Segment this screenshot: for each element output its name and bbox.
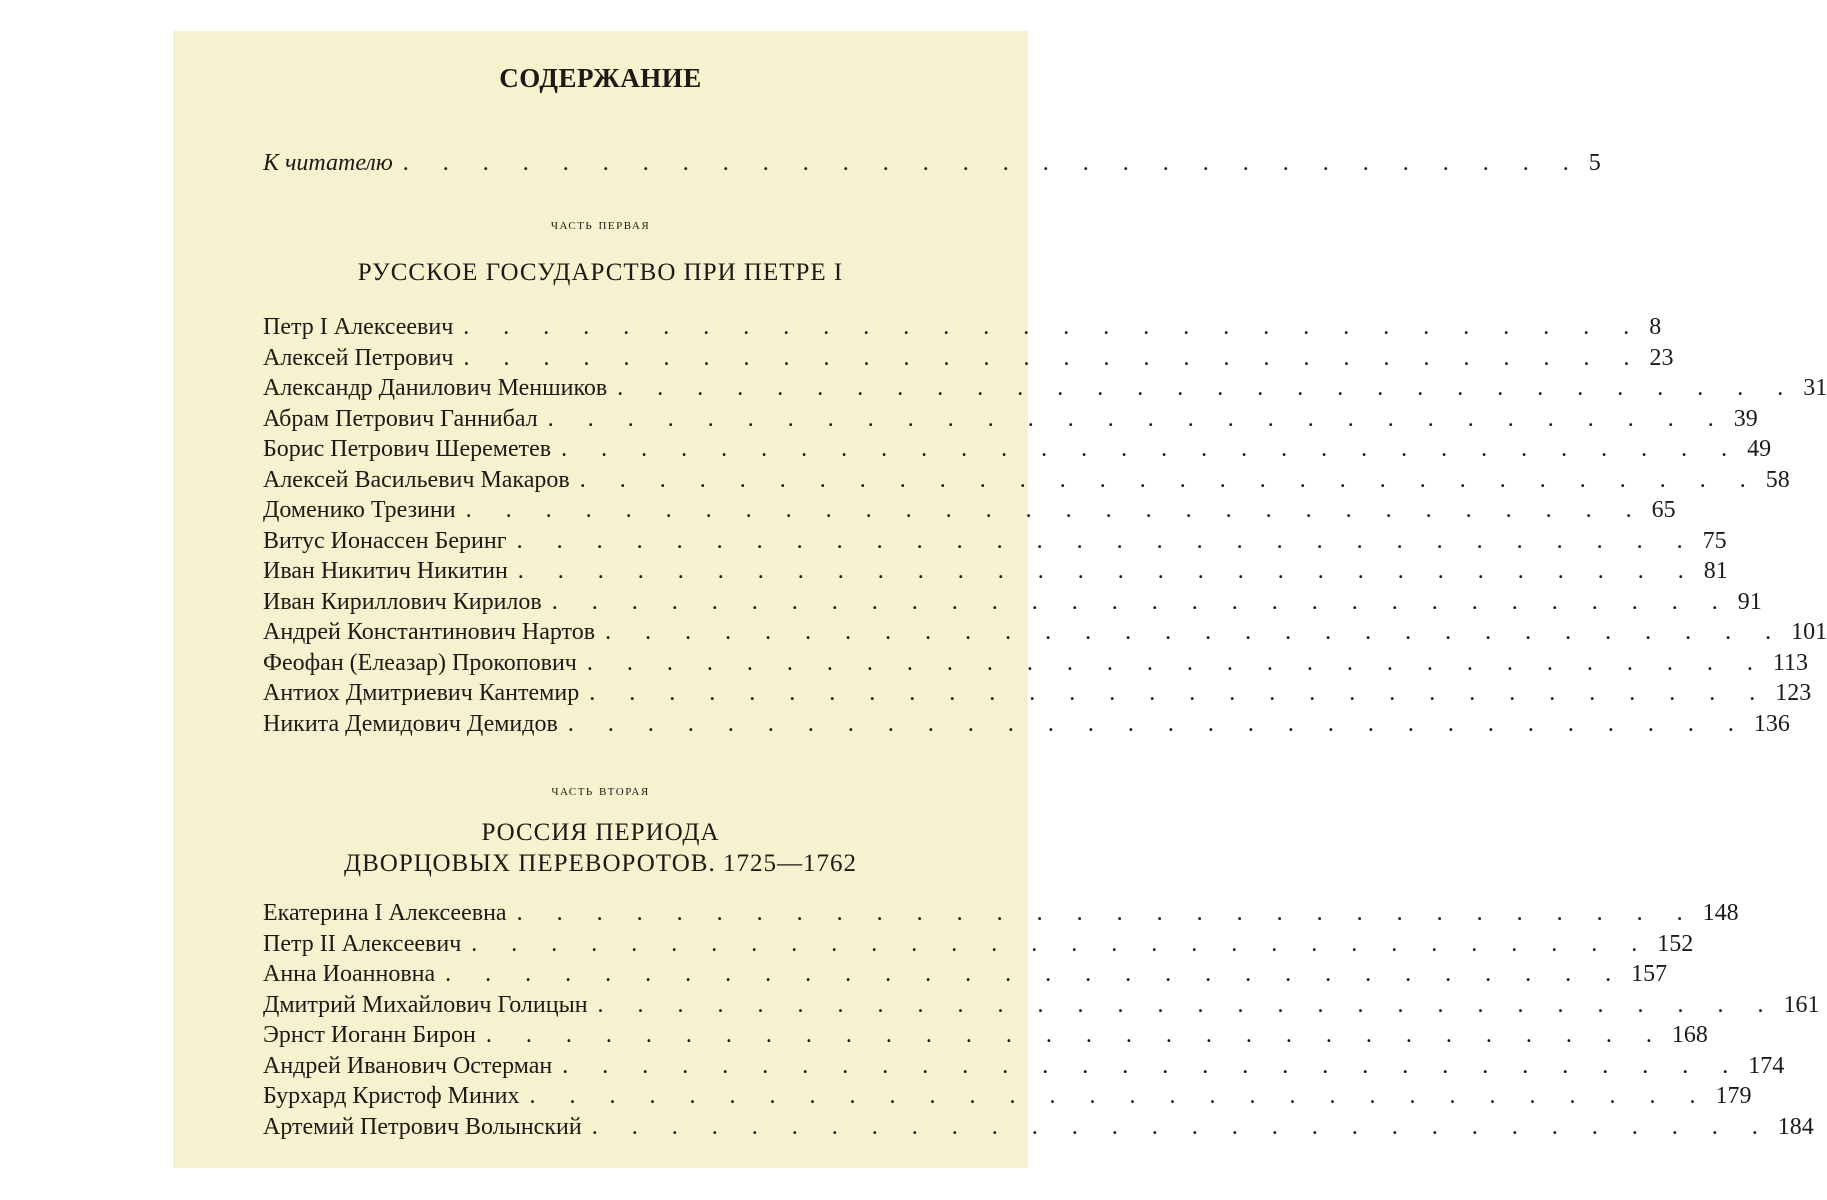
part-two-title-line1: РОССИЯ ПЕРИОДА (481, 819, 720, 846)
toc-entry-page: 101 (1791, 619, 1827, 645)
toc-entry-name: Андрей Константинович Нартов (263, 619, 596, 645)
toc-entry-name: Витус Ионассен Беринг (263, 527, 507, 554)
dot-leader: . . . . . . . . . . . . . . . . . . . . . . . . . . . . . . (586, 649, 1767, 676)
toc-entry (263, 1051, 1785, 1081)
toc-entry (263, 556, 1728, 586)
dot-leader: . . . . . . . . . . . . . . . . . . . . . . . . . . . . . . (517, 558, 1698, 584)
part-one-label: часть первая (550, 217, 651, 233)
toc-entry-name: Феофан (Елеазар) Прокопович (263, 649, 577, 676)
dot-leader: . . . . . . . . . . . . . . . . . . . . . . . . . . . . . . (516, 900, 1697, 926)
toc-entry-page: 31 (1803, 375, 1827, 401)
toc-entry-name: Иван Никитич Никитин (263, 558, 508, 584)
toc-entry-page: 174 (1748, 1052, 1785, 1079)
part-one-title: РУССКОЕ ГОСУДАРСТВО ПРИ ПЕТРЕ I (357, 259, 844, 286)
dot-leader: . . . . . . . . . . . . . . . . . . . . . . . . . . . . . . (463, 344, 1644, 371)
toc-entry (263, 898, 1739, 928)
toc-entry-page: 113 (1772, 649, 1808, 676)
toc-entry (263, 1081, 1752, 1111)
toc-entry-name: Анна Иоанновна (263, 961, 436, 987)
dot-leader: . . . . . . . . . . . . . . . . . . . . . . . . . . . . . . (561, 436, 1742, 462)
book-page (173, 31, 1827, 1168)
toc-entry-name: Александр Данилович Меншиков (263, 375, 608, 401)
page-title: СОДЕРЖАНИЕ (499, 63, 702, 93)
toc-entry-page: 65 (1651, 497, 1676, 523)
toc-entry (263, 373, 1827, 403)
toc-entry (263, 495, 1676, 525)
toc-entry-page: 123 (1775, 680, 1812, 706)
toc-entry-name: Антиох Дмитриевич Кантемир (263, 680, 580, 706)
toc-entry-page: 5 (1588, 150, 1601, 176)
toc-entry (263, 465, 1790, 495)
toc-entry-page: 23 (1649, 344, 1674, 371)
toc-entry-name: Андрей Иванович Остерман (263, 1052, 553, 1079)
toc-entry-name: Борис Петрович Шереметев (263, 436, 552, 462)
toc-entry-page: 157 (1631, 961, 1668, 987)
toc-entry-name: Артемий Петрович Волынский (263, 1113, 582, 1140)
toc-entry-intro (263, 148, 1601, 178)
toc-entry (263, 959, 1668, 989)
toc-entry (263, 929, 1694, 959)
toc-entry (263, 678, 1812, 708)
toc-entry (263, 1020, 1708, 1050)
toc-entry-name: Алексей Васильевич Макаров (263, 466, 570, 493)
toc-entry-page: 58 (1765, 466, 1790, 493)
part-two-title-line2: ДВОРЦОВЫХ ПЕРЕВОРОТОВ. 1725—1762 (344, 850, 857, 877)
toc-entry-page: 179 (1715, 1083, 1752, 1109)
toc-entry-page: 152 (1657, 930, 1694, 957)
toc-entry (263, 990, 1820, 1020)
toc-entry (263, 312, 1662, 342)
toc-entry-name: Иван Кириллович Кирилов (263, 588, 542, 615)
dot-leader: . . . . . . . . . . . . . . . . . . . . . . . . . . . . . . (605, 619, 1786, 645)
toc-entry-page: 39 (1733, 405, 1758, 432)
toc-entry (263, 617, 1827, 647)
toc-entry (263, 648, 1808, 678)
toc-entry-page: 148 (1702, 900, 1739, 926)
toc-entry (263, 343, 1674, 373)
dot-leader: . . . . . . . . . . . . . . . . . . . . . . . . . . . . . . (551, 588, 1732, 615)
toc-entry (263, 587, 1762, 617)
dot-leader: . . . . . . . . . . . . . . . . . . . . . . . . . . . . . . (597, 991, 1778, 1018)
toc-entry-page: 81 (1703, 558, 1728, 584)
toc-entry-name: Петр I Алексеевич (263, 314, 454, 340)
dot-leader: . . . . . . . . . . . . . . . . . . . . . . . . . . . . . . (445, 961, 1626, 987)
toc-entry-page: 49 (1747, 436, 1772, 462)
dot-leader: . . . . . . . . . . . . . . . . . . . . . . . . . . . . . . (579, 466, 1760, 493)
toc-entry-name: Доменико Трезини (263, 497, 456, 523)
toc-entry-name: К читателю (263, 150, 393, 176)
dot-leader: . . . . . . . . . . . . . . . . . . . . . . . . . . . . . . (516, 527, 1697, 554)
toc-entry-page: 168 (1671, 1022, 1708, 1048)
toc-entry-name: Абрам Петрович Ганнибал (263, 405, 538, 432)
toc-entry (263, 1112, 1814, 1142)
dot-leader: . . . . . . . . . . . . . . . . . . . . . . . . . . . . . . (529, 1083, 1710, 1109)
toc-entry-name: Никита Демидович Демидов (263, 710, 558, 737)
toc-entry-name: Эрнст Иоганн Бирон (263, 1022, 476, 1048)
dot-leader: . . . . . . . . . . . . . . . . . . . . . . . . . . . . . . (562, 1052, 1743, 1079)
toc-entry-page: 161 (1783, 991, 1820, 1018)
dot-leader: . . . . . . . . . . . . . . . . . . . . . . . . . . . . . . (617, 375, 1798, 401)
dot-leader: . . . . . . . . . . . . . . . . . . . . . . . . . . . . . . (591, 1113, 1772, 1140)
toc-entry (263, 709, 1790, 739)
toc-entry-page: 184 (1777, 1113, 1814, 1140)
toc-entry-page: 91 (1737, 588, 1762, 615)
toc-entry-page: 75 (1702, 527, 1727, 554)
toc-entry-page: 136 (1753, 710, 1790, 737)
dot-leader: . . . . . . . . . . . . . . . . . . . . . . . . . . . . . . (465, 497, 1646, 523)
dot-leader: . . . . . . . . . . . . . . . . . . . . . . . . . . . . . . (567, 710, 1748, 737)
toc-entry-name: Петр II Алексеевич (263, 930, 462, 957)
dot-leader: . . . . . . . . . . . . . . . . . . . . . . . . . . . . . . (402, 150, 1583, 176)
dot-leader: . . . . . . . . . . . . . . . . . . . . . . . . . . . . . . (547, 405, 1728, 432)
toc-entry-page: 8 (1649, 314, 1662, 340)
toc-entry-name: Бурхард Кристоф Миних (263, 1083, 520, 1109)
toc-entry-name: Екатерина I Алексеевна (263, 900, 507, 926)
toc-entry (263, 404, 1758, 434)
toc-entry-name: Алексей Петрович (263, 344, 454, 371)
toc-entry (263, 526, 1727, 556)
dot-leader: . . . . . . . . . . . . . . . . . . . . . . . . . . . . . . (485, 1022, 1666, 1048)
dot-leader: . . . . . . . . . . . . . . . . . . . . . . . . . . . . . . (463, 314, 1644, 340)
toc-entry-name: Дмитрий Михайлович Голицын (263, 991, 588, 1018)
dot-leader: . . . . . . . . . . . . . . . . . . . . . . . . . . . . . . (471, 930, 1652, 957)
dot-leader: . . . . . . . . . . . . . . . . . . . . . . . . . . . . . . (589, 680, 1770, 706)
toc-entry (263, 434, 1772, 464)
part-two-label: часть вторая (551, 783, 650, 799)
